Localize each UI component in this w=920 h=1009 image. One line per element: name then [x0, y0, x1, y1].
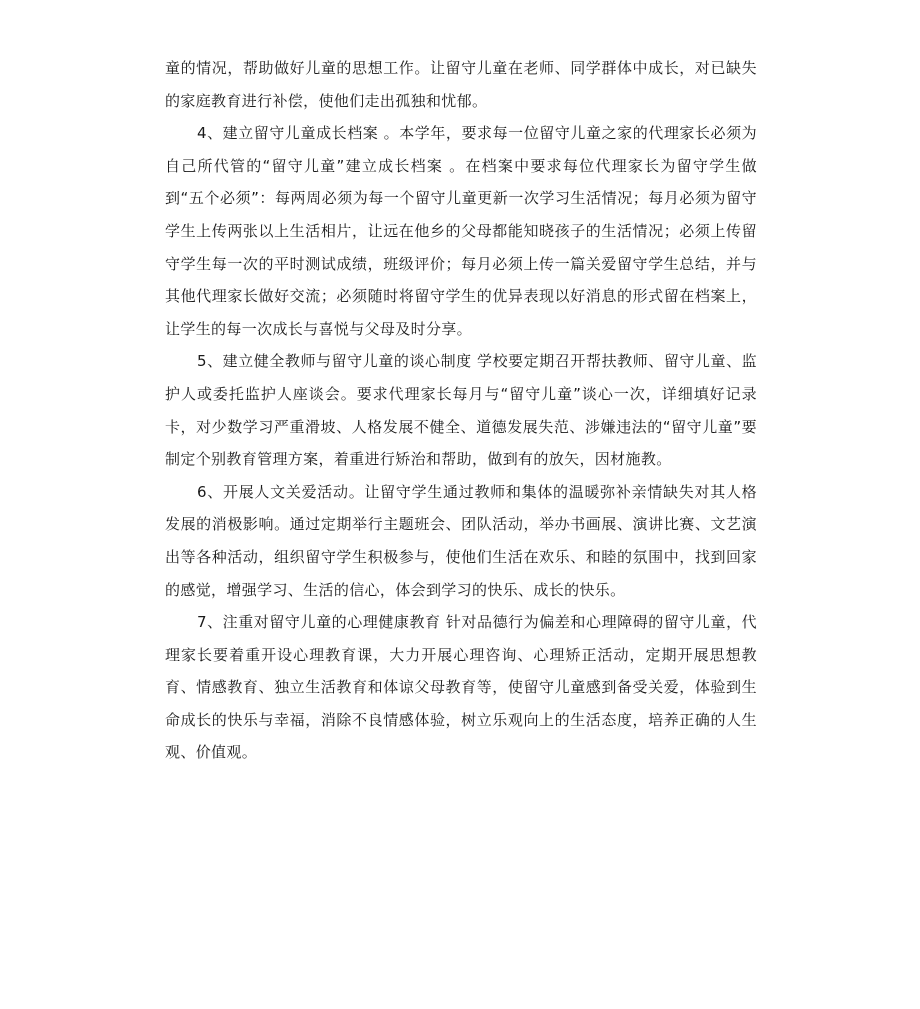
paragraph-continuation: 童的情况，帮助做好儿童的思想工作。让留守儿童在老师、同学群体中成长，对已缺失的家庭教育进行补偿，使他们走出孤独和忧郁。 [165, 59, 757, 110]
paragraph-item-4-growth-archive: 4、建立留守儿童成长档案 。本学年，要求每一位留守儿童之家的代理家长必须为自己所代管的“留守儿童”建立成长档案 。在档案中要求每位代理家长为留守学生做到“五个必须”：每两周必须为每一个留守儿童更新一次学习生活情况；每月必须为留守学生上传两张以上生活相片，让远在他乡的父母都能知晓孩子的生活情况；必须上传留守学生每一次的平时测试成绩，班级评价；每月必须上传一篇关爱留守学生总结，并与其他代理家长做好交流；必须随时将留守学生的优异表现以好消息的形式留在档案上，让学生的每一次成长与喜悦与父母及时分享。 [165, 124, 757, 338]
paragraph-item-5-heart-talk-system: 5、建立健全教师与留守儿童的谈心制度 学校要定期召开帮扶教师、留守儿童、监护人或委托监护人座谈会。要求代理家长每月与“留守儿童”谈心一次，详细填好记录卡，对少数学习严重滑坡、人格发展不健全、道德发展失范、涉嫌违法的“留守儿童”要制定个别教育管理方案，着重进行矫治和帮助，做到有的放矢，因材施教。 [165, 352, 757, 469]
document-body [165, 52, 757, 769]
paragraph-item-7-mental-health: 7、注重对留守儿童的心理健康教育 针对品德行为偏差和心理障碍的留守儿童，代理家长要着重开设心理教育课，大力开展心理咨询、心理矫正活动，定期开展思想教育、情感教育、独立生活教育和体谅父母教育等，使留守儿童感到备受关爱，体验到生命成长的快乐与幸福，消除不良情感体验，树立乐观向上的生活态度，培养正确的人生观、价值观。 [165, 613, 757, 762]
paragraph-item-6-humanistic-care: 6、开展人文关爱活动。让留守学生通过教师和集体的温暖弥补亲情缺失对其人格发展的消极影响。通过定期举行主题班会、团队活动，举办书画展、演讲比赛、文艺演出等各种活动，组织留守学生积极参与，使他们生活在欢乐、和睦的氛围中，找到回家的感觉，增强学习、生活的信心，体会到学习的快乐、成长的快乐。 [165, 482, 757, 599]
